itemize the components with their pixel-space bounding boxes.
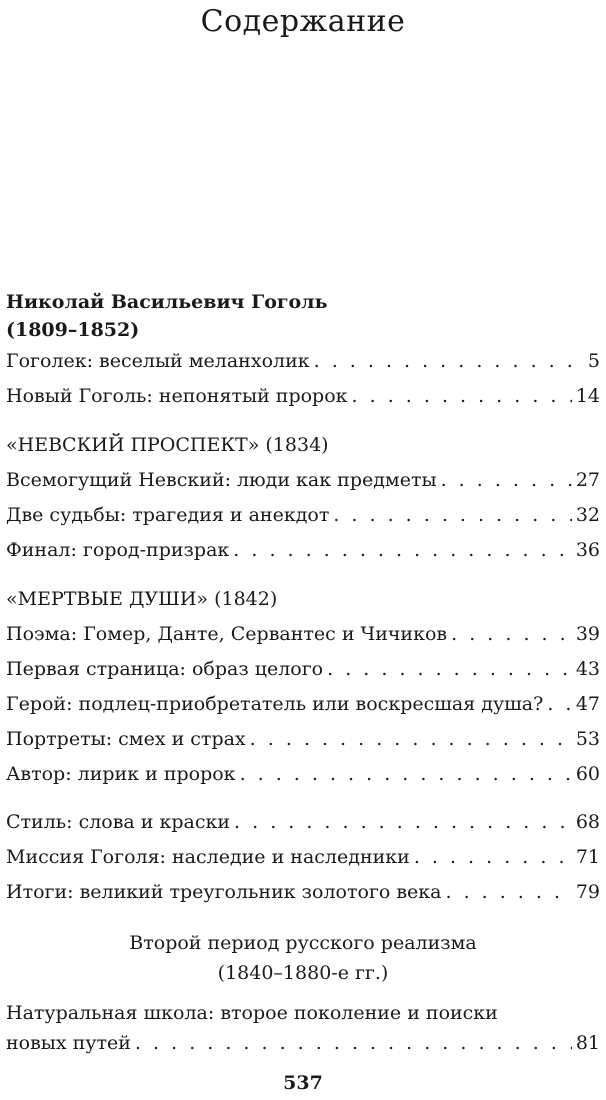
toc-entry[interactable] bbox=[6, 757, 600, 792]
toc-entry-label: Новый Гоголь: непонятый пророк bbox=[6, 385, 348, 407]
dot-leader bbox=[441, 463, 572, 498]
dot-leader bbox=[135, 1028, 572, 1058]
toc-entry-page: 68 bbox=[575, 811, 600, 833]
toc-entry[interactable] bbox=[6, 875, 600, 910]
toc-entry-label: Портреты: смех и страх bbox=[6, 728, 246, 750]
dot-leader bbox=[547, 687, 571, 722]
toc-entry-page: 79 bbox=[575, 881, 600, 903]
toc-entry-label: Гоголек: веселый меланхолик bbox=[6, 350, 310, 372]
page-title: Содержание bbox=[200, 4, 406, 39]
toc-entry-page: 5 bbox=[587, 350, 600, 372]
toc-entry[interactable] bbox=[6, 805, 600, 840]
part-heading bbox=[0, 928, 606, 988]
dot-leader bbox=[451, 617, 572, 652]
dot-leader bbox=[240, 757, 572, 792]
dot-leader bbox=[314, 344, 584, 379]
dot-leader bbox=[327, 652, 572, 687]
dot-leader bbox=[234, 805, 572, 840]
toc-group-nevsky bbox=[6, 463, 600, 568]
toc-entry[interactable] bbox=[6, 722, 600, 757]
toc-entry[interactable] bbox=[6, 498, 600, 533]
toc-entry-label: Поэма: Гомер, Данте, Сервантес и Чичиков bbox=[6, 623, 448, 645]
toc-entry[interactable] bbox=[6, 344, 600, 379]
dot-leader bbox=[333, 498, 571, 533]
toc-entry[interactable] bbox=[6, 652, 600, 687]
section-heading-nevsky: «НЕВСКИЙ ПРОСПЕКТ» (1834) bbox=[6, 434, 329, 456]
dot-leader bbox=[352, 379, 572, 414]
toc-entry-label: Герой: подлец-приобретатель или воскресшая душа? bbox=[6, 693, 544, 715]
toc-group-dead-souls bbox=[6, 617, 600, 792]
toc-entry-label: Итоги: великий треугольник золотого века bbox=[6, 881, 442, 903]
toc-entry-label: Первая страница: образ целого bbox=[6, 658, 324, 680]
author-heading bbox=[6, 288, 600, 344]
toc-entry-page: 43 bbox=[575, 658, 600, 680]
dot-leader bbox=[250, 722, 572, 757]
toc-entry-label-line2: новых путей bbox=[6, 1032, 131, 1054]
toc-entry-label: Миссия Гоголя: наследие и наследники bbox=[6, 846, 410, 868]
toc-entry-label: Две судьбы: трагедия и анекдот bbox=[6, 504, 330, 526]
dot-leader bbox=[445, 875, 571, 910]
toc-entry-page: 71 bbox=[575, 846, 600, 868]
toc-entry[interactable] bbox=[6, 617, 600, 652]
toc-entry-page: 27 bbox=[575, 469, 600, 491]
dot-leader bbox=[414, 840, 572, 875]
toc-entry-page: 47 bbox=[575, 693, 600, 715]
toc-entry-multiline[interactable] bbox=[6, 998, 600, 1058]
toc-entry[interactable] bbox=[6, 463, 600, 498]
table-of-contents bbox=[6, 288, 600, 910]
section-heading-dead-souls: «МЕРТВЫЕ ДУШИ» (1842) bbox=[6, 588, 278, 610]
toc-group-intro bbox=[6, 344, 600, 414]
toc-entry-line2 bbox=[6, 1028, 600, 1058]
toc-entry-page: 81 bbox=[575, 1032, 600, 1054]
toc-entry-label: Финал: город-призрак bbox=[6, 539, 230, 561]
part-heading-years: (1840–1880-е гг.) bbox=[217, 962, 389, 984]
toc-entry-page: 39 bbox=[575, 623, 600, 645]
toc-entry[interactable] bbox=[6, 687, 600, 722]
toc-entry-page: 32 bbox=[575, 504, 600, 526]
toc-entry-page: 60 bbox=[575, 763, 600, 785]
toc-entry-label: Стиль: слова и краски bbox=[6, 811, 231, 833]
dot-leader bbox=[233, 533, 572, 568]
toc-entry-page: 36 bbox=[575, 539, 600, 561]
toc-entry-label-line1: Натуральная школа: второе поколение и поиски bbox=[6, 1002, 498, 1024]
spacer bbox=[6, 792, 600, 805]
toc-group-final bbox=[6, 805, 600, 910]
toc-entry-page: 14 bbox=[575, 385, 600, 407]
page-number: 537 bbox=[283, 1072, 323, 1094]
toc-entry-label: Автор: лирик и пророк bbox=[6, 763, 236, 785]
toc-entry-label: Всемогущий Невский: люди как предметы bbox=[6, 469, 437, 491]
author-name: Николай Васильевич Гоголь bbox=[6, 291, 328, 313]
toc-entry[interactable] bbox=[6, 379, 600, 414]
toc-entry[interactable] bbox=[6, 840, 600, 875]
part-heading-title: Второй период русского реализма bbox=[129, 932, 477, 954]
toc-entry[interactable] bbox=[6, 533, 600, 568]
author-years: (1809–1852) bbox=[6, 319, 140, 341]
toc-entry-page: 53 bbox=[575, 728, 600, 750]
